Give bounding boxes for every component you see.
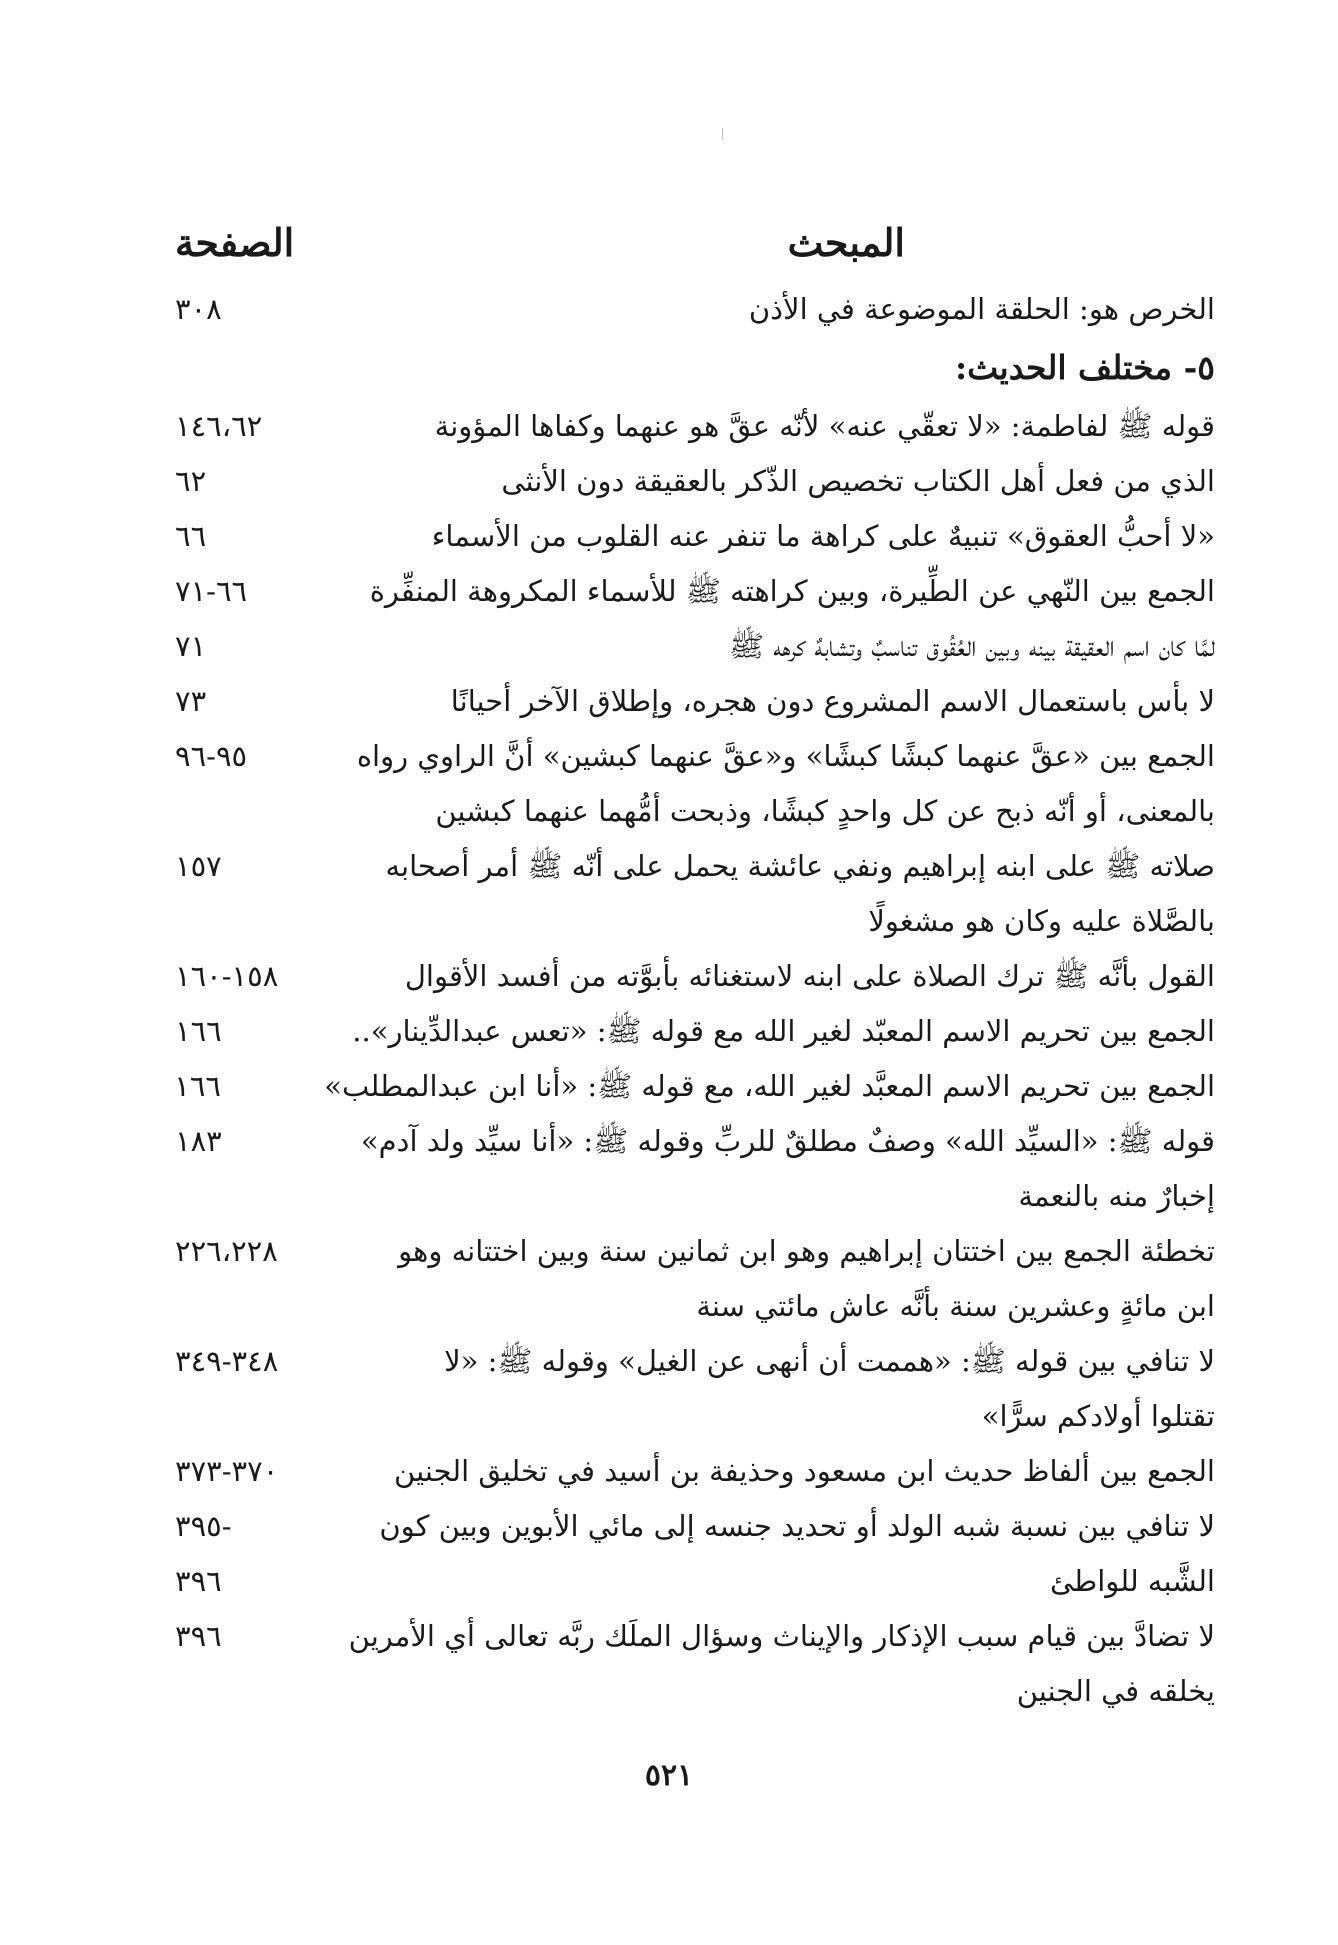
entry-pages: ٢٢٦،٢٢٨ (175, 1234, 278, 1268)
entry-pages: ١٥٨-١٦٠ (175, 959, 279, 993)
index-entry-continuation (175, 1664, 1215, 1719)
index-entry (175, 282, 1215, 337)
entry-text: قوله ﷺ لفاطمة: «لا تعقّي عنه» لأنّه عقَّ هو عنهما وكفاها المؤونة (434, 409, 1215, 443)
entry-pages: ٧٣ (175, 684, 207, 718)
index-entry (175, 1059, 1215, 1114)
page-column-heading: الصفحة (175, 220, 295, 265)
entry-pages: ٦٦-٧١ (175, 574, 248, 608)
entry-text: إخبارٌ منه بالنعمة (1018, 1179, 1215, 1213)
index-entry-continuation (175, 894, 1215, 949)
index-entry (175, 619, 1215, 674)
entry-pages: ٦٦ (175, 519, 207, 553)
entry-text: صلاته ﷺ على ابنه إبراهيم ونفي عائشة يحمل على أنّه ﷺ أمر أصحابه (385, 849, 1215, 883)
index-entry (175, 1224, 1215, 1279)
entry-pages: ٧١ (175, 629, 207, 663)
index-entries (175, 399, 1215, 1719)
section-title: ٥- مختلف الحديث: (954, 348, 1215, 387)
entry-text: يخلقه في الجنين (1016, 1674, 1215, 1708)
topic-column-heading: المبحث (787, 220, 905, 265)
index-entry (175, 1499, 1215, 1554)
index-entry-continuation (175, 1389, 1215, 1444)
entry-pages: ١٨٣ (175, 1124, 222, 1158)
index-entry (175, 1114, 1215, 1169)
entry-pages: ١٦٦ (175, 1014, 222, 1048)
entry-text: لا تضادَّ بين قيام سبب الإذكار والإيناث وسؤال الملَك ربَّه تعالى أي الأمرين (348, 1619, 1215, 1653)
index-entry (175, 949, 1215, 1004)
index-entry (175, 509, 1215, 564)
entry-pages: ٣٧٠-٣٧٣ (175, 1454, 279, 1488)
entry-text: الجمع بين النّهي عن الطِّيرة، وبين كراهته ﷺ للأسماء المكروهة المنفِّرة (369, 574, 1215, 608)
entry-text: تقتلوا أولادكم سرًّا» (981, 1399, 1215, 1433)
entry-text: الجمع بين ألفاظ حديث ابن مسعود وحذيفة بن أسيد في تخليق الجنين (394, 1454, 1215, 1488)
index-entry (175, 1334, 1215, 1389)
entry-text: الجمع بين تحريم الاسم المعبّد لغير الله مع قوله ﷺ: «تعس عبدالدِّينار».. (352, 1014, 1215, 1048)
entry-pages: ٣٤٨-٣٤٩ (175, 1344, 279, 1378)
entry-text: الخرص هو: الحلقة الموضوعة في الأذن (748, 292, 1215, 326)
entry-pages: ٦٢ (175, 464, 207, 498)
index-entry (175, 1444, 1215, 1499)
index-entry-continuation (175, 1279, 1215, 1334)
entry-text: «لا أحبُّ العقوق» تنبيهٌ على كراهة ما تنفر عنه القلوب من الأسماء (431, 519, 1215, 553)
scan-mark (722, 128, 723, 140)
entry-pages: ٣٩٥- (175, 1509, 232, 1543)
index-entry (175, 1004, 1215, 1059)
entry-text: لا تنافي بين قوله ﷺ: «هممت أن أنهى عن الغيل» وقوله ﷺ: «لا (444, 1344, 1215, 1378)
index-entry (175, 1609, 1215, 1664)
index-entry (175, 399, 1215, 454)
entry-text: ابن مائةٍ وعشرين سنة بأنَّه عاش مائتي سنة (696, 1289, 1215, 1323)
entry-text: الجمع بين تحريم الاسم المعبَّد لغير الله، مع قوله ﷺ: «أنا ابن عبدالمطلب» (324, 1069, 1215, 1103)
index-entry-continuation (175, 1169, 1215, 1224)
entry-pages: ١٤٦،٦٢ (175, 409, 263, 443)
index-entry (175, 729, 1215, 784)
entry-text: قوله ﷺ: «السيِّد الله» وصفٌ مطلقٌ للربِّ وقوله ﷺ: «أنا سيِّد ولد آدم» (360, 1124, 1215, 1158)
page-number: ٥٢١ (644, 1758, 694, 1793)
entry-text: الشَّبه للواطئ (1049, 1564, 1215, 1598)
entry-text: لمَّا كان اسم العقيقة بينه وبين العُقُوق تناسبٌ وتشابهٌ كرهه ﷺ (729, 629, 1215, 663)
entry-text: القول بأنَّه ﷺ ترك الصلاة على ابنه لاستغنائه بأبوَّته من أفسد الأقوال (404, 959, 1215, 993)
entry-text: بالمعنى، أو أنّه ذبح عن كل واحدٍ كبشًا، وذبحت أمُّهما عنهما كبشين (435, 794, 1215, 828)
index-entry (175, 839, 1215, 894)
index-entry (175, 674, 1215, 729)
index-page (175, 220, 1215, 1719)
entry-text: الجمع بين «عقَّ عنهما كبشًا كبشًا» و«عقَّ عنهما كبشين» أنَّ الراوي رواه (356, 739, 1215, 773)
entry-text: لا بأس باستعمال الاسم المشروع دون هجره، وإطلاق الآخر أحيانًا (450, 684, 1215, 718)
entry-pages: ٩٥-٩٦ (175, 739, 248, 773)
entry-text: بالصَّلاة عليه وكان هو مشغولًا (868, 904, 1215, 938)
index-entry (175, 564, 1215, 619)
entry-text: تخطئة الجمع بين اختتان إبراهيم وهو ابن ثمانين سنة وبين اختتانه وهو (398, 1234, 1215, 1268)
entry-pages: ٣٠٨ (175, 292, 222, 326)
index-entry-continuation (175, 1554, 1215, 1609)
entry-text: لا تنافي بين نسبة شبه الولد أو تحديد جنسه إلى مائي الأبوين وبين كون (379, 1509, 1215, 1543)
entry-pages: ١٥٧ (175, 849, 222, 883)
index-entry (175, 454, 1215, 509)
entry-text: الذي من فعل أهل الكتاب تخصيص الذّكر بالعقيقة دون الأنثى (501, 464, 1215, 498)
table-header (175, 220, 1215, 282)
entry-pages: ٣٩٦ (175, 1619, 222, 1653)
index-entry-continuation (175, 784, 1215, 839)
entry-pages: ٣٩٦ (175, 1564, 222, 1598)
entry-pages: ١٦٦ (174, 1069, 221, 1103)
